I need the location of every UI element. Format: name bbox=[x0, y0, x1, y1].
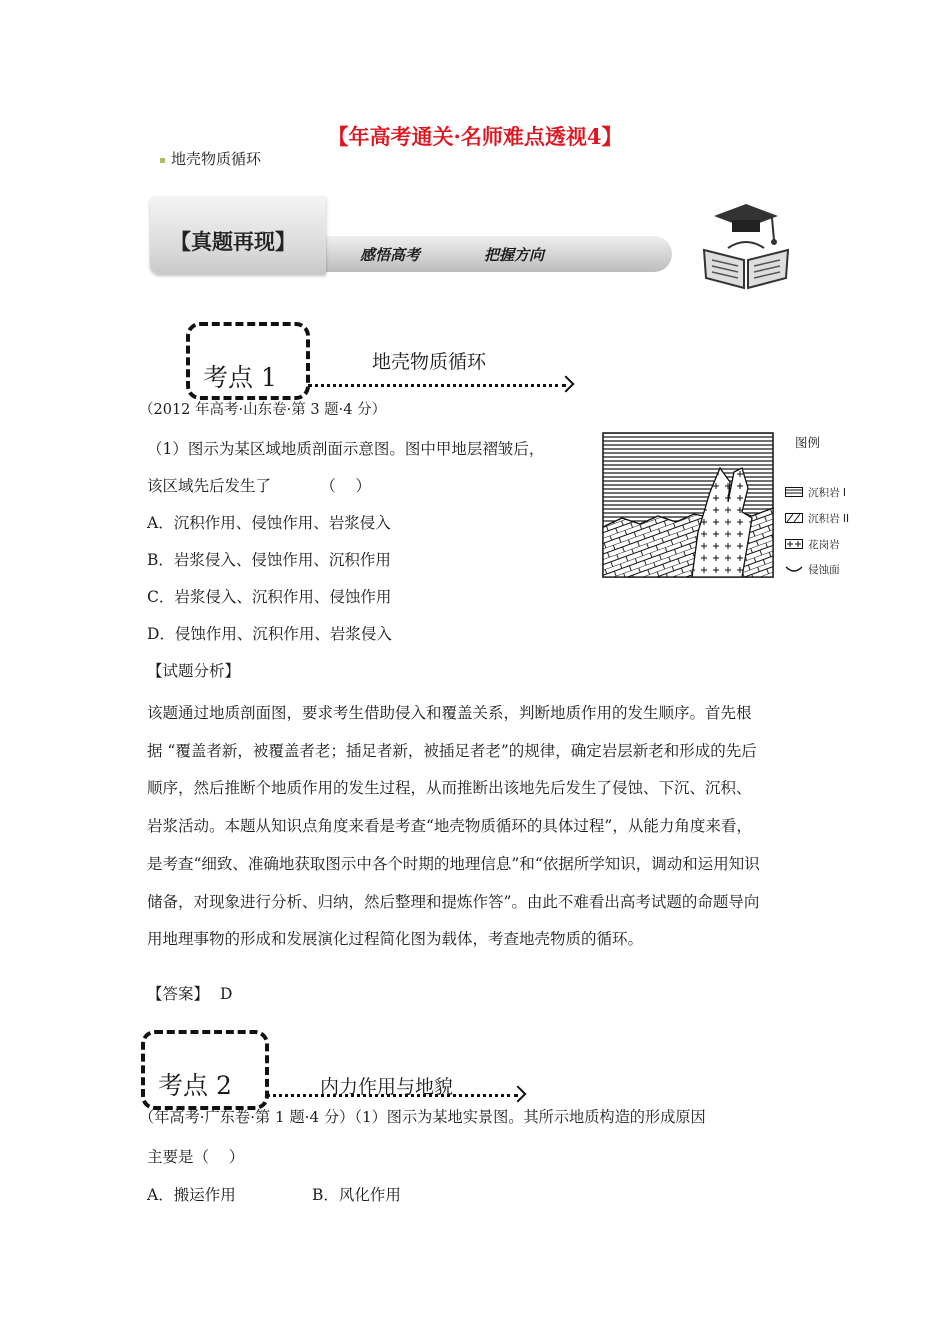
answer-value: D bbox=[219, 985, 233, 1003]
question-1-stem-line1: （1）图示为某区域地质剖面示意图。图中甲地层褶皱后， bbox=[147, 440, 545, 458]
analysis-line: 储备，对现象进行分析、归纳，然后整理和提炼作答”。由此不难看出高考试题的命题导向 bbox=[147, 892, 760, 911]
question-2-option-b: B．风化作用 bbox=[312, 1186, 401, 1204]
subtitle bbox=[160, 148, 261, 169]
answer-line bbox=[147, 976, 232, 1013]
question-2-stem-line1: （年高考·广东卷·第 1 题·4 分）（1）图示为某地实景图。其所示地质构造的形成原因 bbox=[139, 1108, 706, 1126]
horizontal-stripe-swatch-icon bbox=[785, 487, 803, 497]
kaodian-2-topic: 内力作用与地貌 bbox=[320, 1076, 454, 1098]
question-2-stem-line2: 主要是（ ） bbox=[147, 1148, 245, 1166]
legend-title: 图例 bbox=[795, 435, 821, 450]
analysis-line: 岩浆活动。本题从知识点角度来看是考查“地壳物质循环的具体过程”，从能力角度来看， bbox=[147, 817, 752, 836]
question-2-option-a: A．搬运作用 bbox=[147, 1186, 236, 1204]
subtitle-text: 地壳物质循环 bbox=[171, 150, 262, 168]
legend-item-1: 沉积岩 I bbox=[785, 481, 846, 500]
option-a: A．沉积作用、侵蚀作用、岩浆侵入 bbox=[147, 514, 391, 532]
analysis-line: 是考查“细致、准确地获取图示中各个时期的地理信息”和“依据所学知识，调动和运用知识 bbox=[147, 854, 760, 873]
kaodian-1-topic: 地壳物质循环 bbox=[372, 351, 487, 373]
option-d: D．侵蚀作用、沉积作用、岩浆侵入 bbox=[147, 625, 392, 643]
legend-item-4: 侵蚀面 bbox=[785, 558, 840, 577]
banner-ribbon bbox=[326, 236, 672, 272]
page-title: 【年高考通关·名师难点透视4】 bbox=[327, 124, 623, 149]
geologic-section-figure bbox=[602, 432, 774, 578]
analysis-line: 用地理事物的形成和发展演化过程简化图为载体，考查地壳物质的循环。 bbox=[147, 930, 644, 949]
banner-slogan-2: 把握方向 bbox=[484, 246, 545, 264]
option-b: B．岩浆侵入、侵蚀作用、沉积作用 bbox=[147, 551, 391, 569]
answer-label: 【答案】 bbox=[147, 985, 210, 1003]
question-1-stem-line2: 该区域先后发生了 （ ） bbox=[147, 477, 371, 495]
legend-item-2: 沉积岩 II bbox=[785, 507, 849, 526]
analysis-line: 据 “覆盖者新，被覆盖者老；插足者新，被插足者老”的规律，确定岩层新老和形成的先后 bbox=[147, 741, 757, 760]
analysis-body bbox=[147, 695, 810, 959]
kaodian-2-label: 考点 2 bbox=[158, 1071, 232, 1100]
banner-label: 【真题再现】 bbox=[170, 230, 296, 254]
option-c: C．岩浆侵入、沉积作用、侵蚀作用 bbox=[147, 588, 392, 606]
analysis-heading: 【试题分析】 bbox=[147, 662, 241, 680]
analysis-line: 该题通过地质剖面图，要求考生借助侵入和覆盖关系，判断地质作用的发生顺序。首先根 bbox=[147, 704, 752, 722]
legend-item-3: 花岗岩 bbox=[785, 533, 840, 552]
banner-label-box bbox=[150, 196, 326, 274]
book-graduation-cap-icon bbox=[700, 200, 792, 290]
bullet-icon bbox=[160, 158, 165, 163]
kaodian-1-label: 考点 1 bbox=[203, 363, 277, 392]
erosion-surface-swatch-icon bbox=[785, 564, 803, 574]
analysis-line: 顺序，然后推断个地质作用的发生过程，从而推断出该地先后发生了侵蚀、下沉、沉积、 bbox=[147, 779, 752, 798]
plus-swatch-icon bbox=[785, 539, 803, 549]
kaodian-1-arrow bbox=[308, 384, 566, 387]
question-1-source: （2012 年高考·山东卷·第 3 题·4 分） bbox=[139, 402, 387, 418]
banner-slogan-1: 感悟高考 bbox=[360, 246, 421, 264]
section-banner bbox=[150, 196, 672, 276]
brick-swatch-icon bbox=[785, 513, 803, 523]
